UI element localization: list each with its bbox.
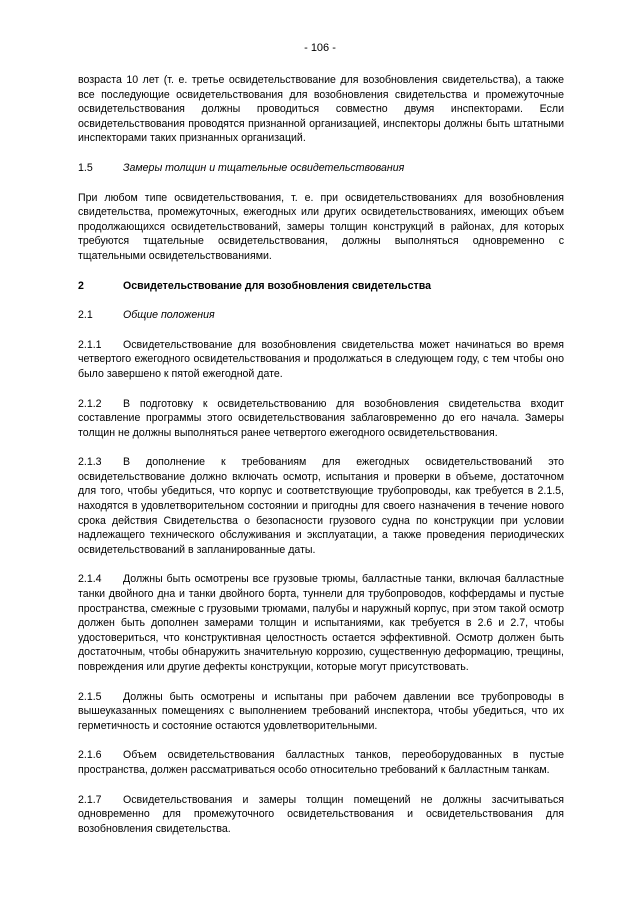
clause-text: В подготовку к освидетельствованию для возобновления свидетельства входит составление программы этого освидетельствования заблаговременно до его начала. Замеры толщин не должны выполняться ранее четвертого ежегодного освидетельствования. [78,397,564,439]
section-heading-1-5 [78,161,564,176]
section-title: Замеры толщин и тщательные освидетельствования [123,161,405,174]
clause-2-1-1 [78,338,564,382]
clause-2-1-4 [78,572,564,674]
clause-number: 2.1.7 [78,793,102,806]
clause-2-1-2 [78,397,564,441]
section-heading-2 [78,279,564,294]
clause-number: 2.1.5 [78,690,102,703]
clause-number: 2.1.2 [78,397,102,410]
clause-number: 2.1.3 [78,456,102,469]
section-title: Общие положения [123,309,215,322]
clause-number: 2.1.6 [78,749,102,762]
clause-text: В дополнение к требованиям для ежегодных освидетельствований это освидетельствование должно включать осмотр, испытания и проверки в объеме, достаточном для того, чтобы убедиться, что корпус и соответствующие трубопроводы, как требуется в 2.1.5, находятся в удовлетворительном состоянии и пригодны для своего назначения в течение нового срока действия Свидетельства о безопасности грузового судна по конструкции при условии надлежащего технического обслуживания и эксплуатации, а также проведения периодических освидетельствований в запланированные даты. [78,456,564,556]
clause-2-1-3 [78,455,564,557]
page-content [78,73,564,851]
section-heading-2-1 [78,308,564,323]
section-1-5-paragraph: При любом типе освидетельствования, т. е. при освидетельствованиях для возобновления свидетельства, промежуточных, ежегодных или других освидетельствованиях, имеющих объем продолжающихся освидетельствований, замеры толщин конструкций в районах, для которых требуются тщательные освидетельствования, должны выполняться одновременно с тщательными освидетельствованиями. [78,191,564,262]
clause-2-1-6 [78,748,564,777]
clause-2-1-5 [78,690,564,734]
clause-number: 2.1.1 [78,338,102,351]
section-number: 1.5 [78,161,93,174]
clause-text: Освидетельствование для возобновления свидетельства может начинаться во время четвертого ежегодного освидетельствования и продолжаться в следующем году, с тем чтобы оно было завершено к пятой ежегодной дате. [78,338,564,380]
clause-2-1-7 [78,793,564,837]
page-number: - 106 - [304,42,336,54]
clause-text: Объем освидетельствования балластных танков, переоборудованных в пустые пространства, должен рассматриваться особо относительно требований к балластным танкам. [78,749,564,776]
section-number: 2 [78,279,84,292]
intro-paragraph: возраста 10 лет (т. е. третье освидетельствование для возобновления свидетельства), а также все последующие освидетельствования для возобновления свидетельства и промежуточные освидетельствования должны проводиться совместно двумя инспекторами. Если освидетельствования проводятся признанной организацией, инспекторы должны быть штатными инспекторами таких признанных организаций. [78,74,564,145]
section-number: 2.1 [78,309,93,322]
clause-number: 2.1.4 [78,573,102,586]
clause-text: Освидетельствования и замеры толщин помещений не должны засчитываться одновременно для промежуточного освидетельствования и освидетельствования для возобновления свидетельства. [78,793,564,835]
clause-text: Должны быть осмотрены и испытаны при рабочем давлении все трубопроводы в вышеуказанных помещениях с выполнением требований инспектора, чтобы убедиться, что их герметичность и состояние остаются удовлетворительными. [78,690,564,732]
clause-text: Должны быть осмотрены все грузовые трюмы, балластные танки, включая балластные танки двойного дна и танки двойного борта, туннели для трубопроводов, коффердамы и пустые пространства, смежные с грузовыми трюмами, палубы и наружный корпус, при этом такой осмотр должен быть дополнен замерами толщин и испытаниями, как требуется в 2.6 и 2.7, чтобы удостовериться, что конструктивная целостность остается эффективной. Осмотр должен быть достаточным, чтобы обнаружить значительную коррозию, существенную деформацию, трещины, повреждения или другие дефекты конструкции, которые могут присутствовать. [78,573,564,673]
section-title: Освидетельствование для возобновления свидетельства [123,279,432,292]
